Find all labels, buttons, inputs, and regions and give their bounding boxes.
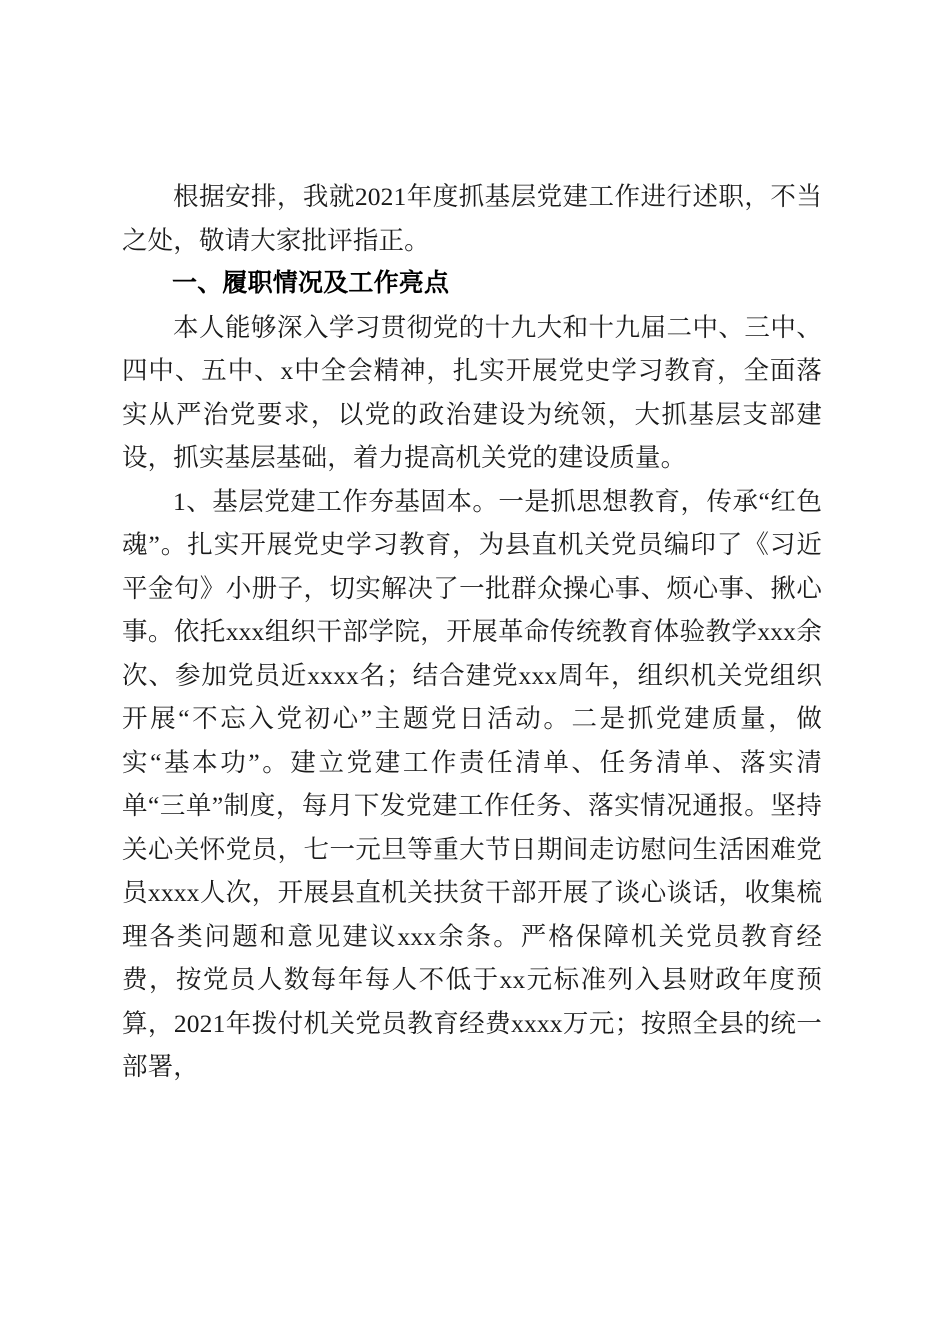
- section-heading-1: 一、履职情况及工作亮点: [172, 269, 450, 297]
- paragraph-body-2: 1、基层党建工作夯基固本。一是抓思想教育，传承“红色魂”。扎实开展党史学习教育，为县直机关党员编印了《习近平金句》小册子，切实解决了一批群众操心事、烦心事、揪心事。依托xxx组织干部学院，开展革命传统教育体验教学xxx余次、参加党员近xxxx名；结合建党xxx周年，组织机关党组织开展“不忘入党初心”主题党日活动。二是抓党建质量，做实“基本功”。建立党建工作责任清单、任务清单、落实清单“三单”制度，每月下发党建工作任务、落实情况通报。坚持关心关怀党员，七一元旦等重大节日期间走访慰问生活困难党员xxxx人次，开展县直机关扶贫干部开展了谈心谈话，收集梳理各类问题和意见建议xxx余条。严格保障机关党员教育经费，按党员人数每年每人不低于xx元标准列入县财政年度预算，2021年拨付机关党员教育经费xxxx万元；按照全县的统一部署，: [122, 486, 822, 1081]
- document-content: [122, 0, 822, 1089]
- title-body-gap: [122, 131, 822, 175]
- page-title: [122, 0, 822, 131]
- paragraph-intro: 根据安排，我就2021年度抓基层党建工作进行述职，不当之处，敬请大家批评指正。: [122, 182, 822, 255]
- paragraph-body-1: 本人能够深入学习贯彻党的十九大和十九届二中、三中、四中、五中、x中全会精神，扎实开展党史学习教育，全面落实从严治党要求，以党的政治建设为统领，大抓基层支部建设，抓实基层基础，着力提高机关党的建设质量。: [122, 312, 822, 472]
